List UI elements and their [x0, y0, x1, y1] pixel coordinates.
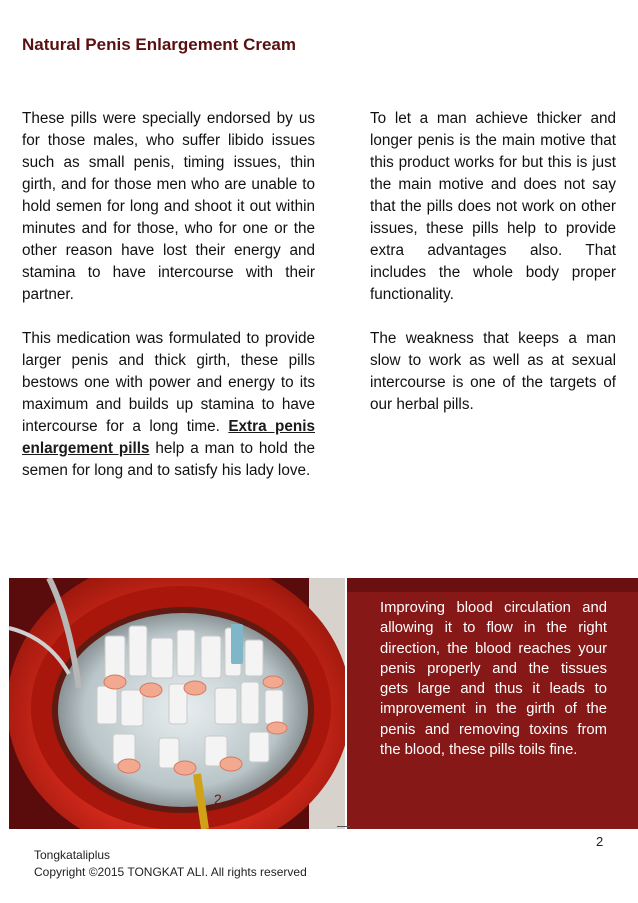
footer-brand: Tongkataliplus: [34, 848, 111, 862]
left-paragraph-1: These pills were specially endorsed by us for those males, who suffer libido issues such as small penis, timing issues, thin girth, and for those men who are unable to hold semen for long and shoot it out within minutes and for those, who for one or the other reason have lost their energy and stamina to have intercourse with their partner.: [22, 110, 315, 303]
lab-container-photo: [9, 578, 345, 829]
cryogenic-vials-image: [9, 578, 345, 829]
right-column: [370, 108, 616, 438]
panel-text: Improving blood circulation and allowing it to flow in the right direction, the blood reaches your penis properly and the tissues gets large and thus it leads to improvement in the girth of the penis and removing toxins from the blood, these pills toils fine.: [380, 600, 607, 759]
footer: [34, 847, 307, 881]
extra-penis-enlargement-pills-link[interactable]: Extra penis enlargement pills: [22, 418, 316, 457]
left-paragraph-2-start: This medication was formulated to provide larger penis and thick girth, these pills bestows one with power and energy to its maximum and builds up stamina to have intercourse for a long time.: [22, 330, 315, 435]
highlight-panel: [347, 578, 638, 829]
svg-text:2: 2: [214, 791, 222, 807]
left-paragraph-2-end: help a man to hold the semen for long and to satisfy his lady love.: [22, 440, 316, 479]
left-column: [22, 108, 315, 504]
divider: [337, 826, 350, 827]
right-paragraph-1: To let a man achieve thicker and longer penis is the main motive that this product works for but this is just the main motive and does not say that the pills does not work on other issues, these pills help to provide extra advantages also. That includes the whole body proper functionality.: [370, 110, 616, 303]
left-paragraph-2: [22, 328, 315, 482]
page-number: 2: [596, 834, 604, 849]
page-title: Natural Penis Enlargement Cream: [22, 35, 296, 54]
footer-copyright: Copyright ©2015 TONGKAT ALI. All rights reserved: [34, 865, 307, 879]
right-paragraph-2: The weakness that keeps a man slow to work as well as at sexual intercourse is one of the targets of our herbal pills.: [370, 330, 616, 413]
panel-top-stripe: [347, 578, 638, 592]
